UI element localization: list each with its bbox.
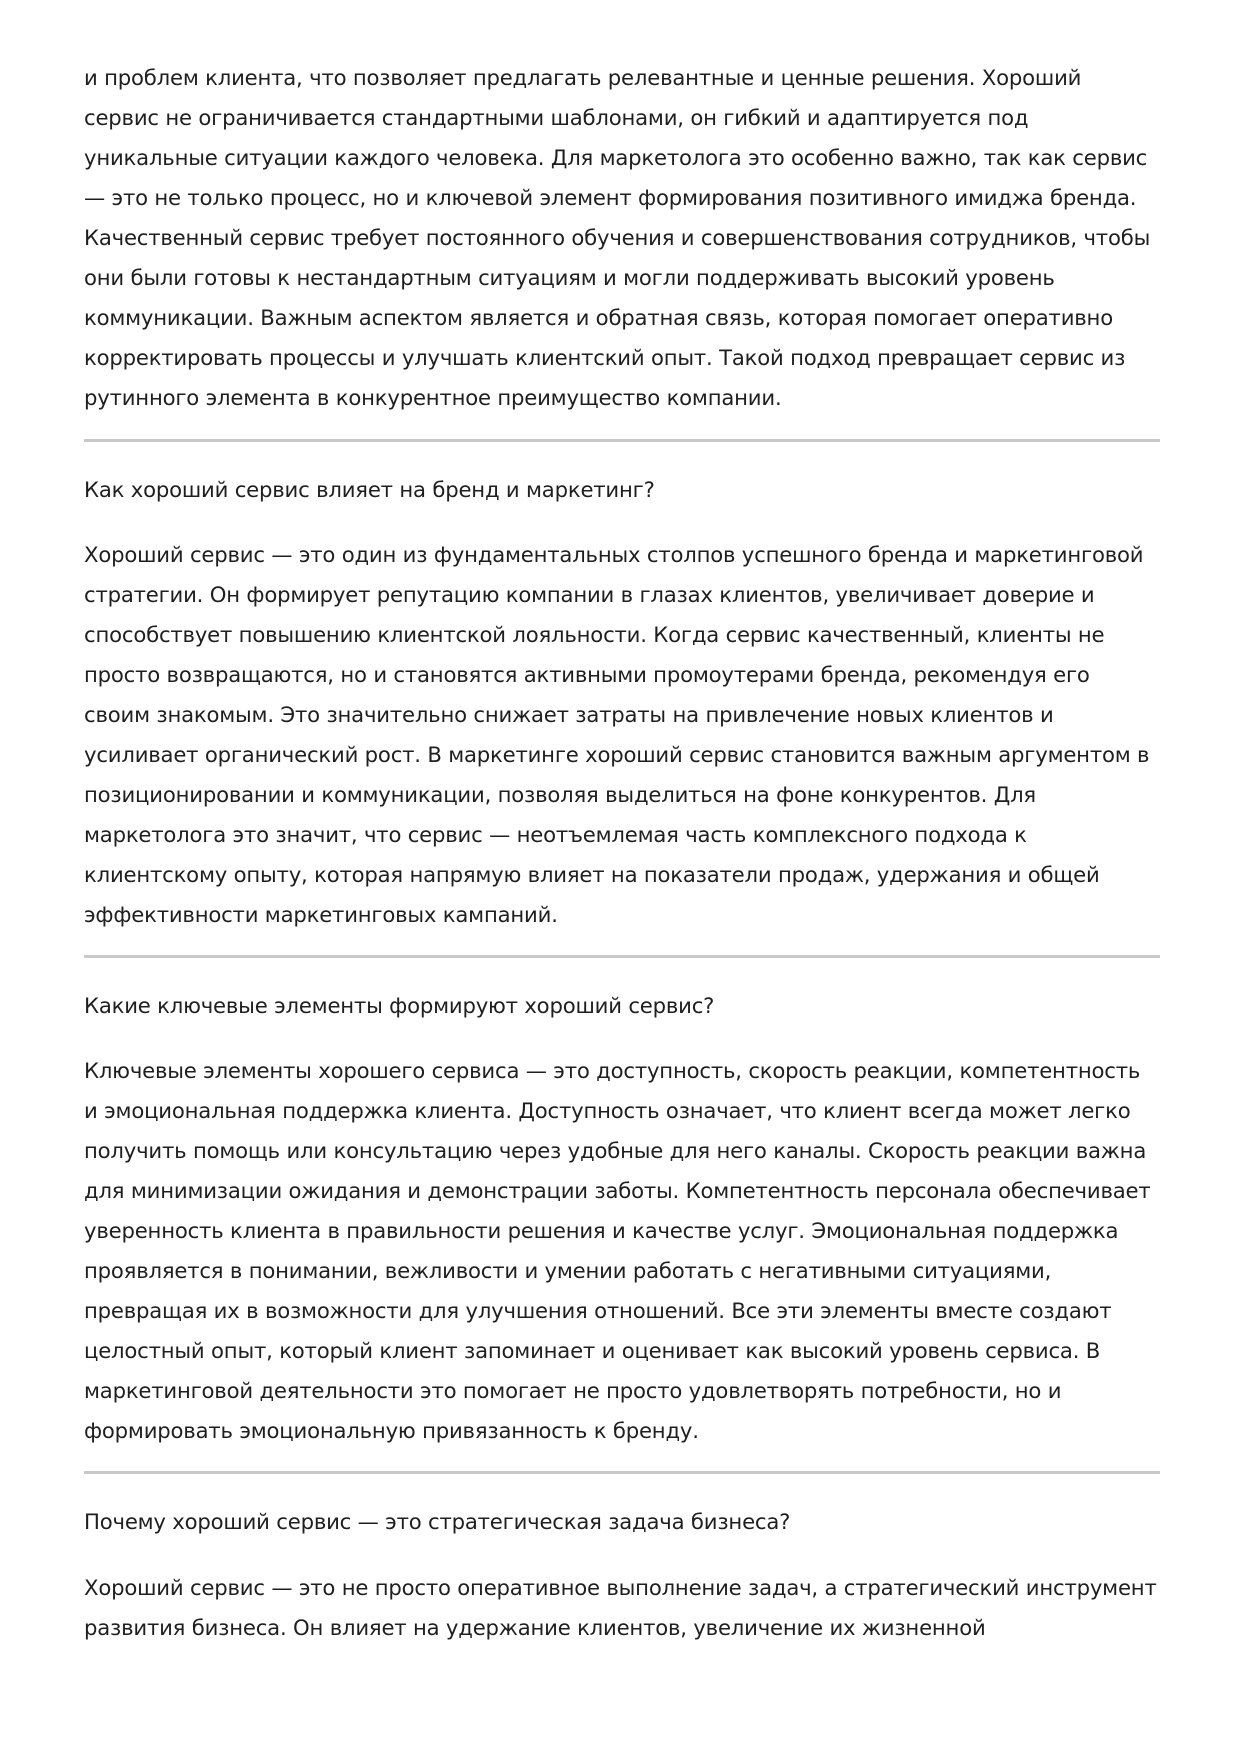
- intro-paragraph: и проблем клиента, что позволяет предлагать релевантные и ценные решения. Хороший сервис не ограничивается стандартными шаблонами, он гибкий и адаптируется под уникальные ситуации каждого человека. Для маркетолога это особенно важно, так как сервис — это не только процесс, но и ключевой элемент формирования позитивного имиджа бренда. Качественный сервис требует постоянного обучения и совершенствования сотрудников, чтобы они были готовы к нестандартным ситуациям и могли поддерживать высокий уровень коммуникации. Важным аспектом является и обратная связь, которая помогает оперативно корректировать процессы и улучшать клиентский опыт. Такой подход превращает сервис из рутинного элемента в конкурентное преимущество компании.: [84, 65, 1151, 410]
- faq-question: Как хороший сервис влияет на бренд и маркетинг?: [84, 477, 655, 502]
- faq-answer: Хороший сервис — это не просто оперативное выполнение задач, а стратегический инструмент развития бизнеса. Он влияет на удержание клиентов, увеличение их жизненной: [84, 1575, 1157, 1640]
- faq-question: Почему хороший сервис — это стратегическая задача бизнеса?: [84, 1509, 791, 1534]
- divider: [84, 1471, 1160, 1474]
- divider: [84, 955, 1160, 958]
- faq-answer: Хороший сервис — это один из фундаментальных столпов успешного бренда и маркетинговой стратегии. Он формирует репутацию компании в глазах клиентов, увеличивает доверие и способствует повышению клиентской лояльности. Когда сервис качественный, клиенты не просто возвращаются, но и становятся активными промоутерами бренда, рекомендуя его своим знакомым. Это значительно снижает затраты на привлечение новых клиентов и усиливает органический рост. В маркетинге хороший сервис становится важным аргументом в позиционировании и коммуникации, позволяя выделиться на фоне конкурентов. Для маркетолога это значит, что сервис — неотъемлемая часть комплексного подхода к клиентскому опыту, которая напрямую влияет на показатели продаж, удержания и общей эффективности маркетинговых кампаний.: [84, 542, 1150, 927]
- faq-question: Какие ключевые элементы формируют хороший сервис?: [84, 993, 715, 1018]
- faq-answer: Ключевые элементы хорошего сервиса — это доступность, скорость реакции, компетентность и эмоциональная поддержка клиента. Доступность означает, что клиент всегда может легко получить помощь или консультацию через удобные для него каналы. Скорость реакции важна для минимизации ожидания и демонстрации заботы. Компетентность персонала обеспечивает уверенность клиента в правильности решения и качестве услуг. Эмоциональная поддержка проявляется в понимании, вежливости и умении работать с негативными ситуациями, превращая их в возможности для улучшения отношений. Все эти элементы вместе создают целостный опыт, который клиент запоминает и оценивает как высокий уровень сервиса. В маркетинговой деятельности это помогает не просто удовлетворять потребности, но и формировать эмоциональную привязанность к бренду.: [84, 1058, 1151, 1443]
- divider: [84, 439, 1160, 442]
- article-content: [84, 58, 1160, 1648]
